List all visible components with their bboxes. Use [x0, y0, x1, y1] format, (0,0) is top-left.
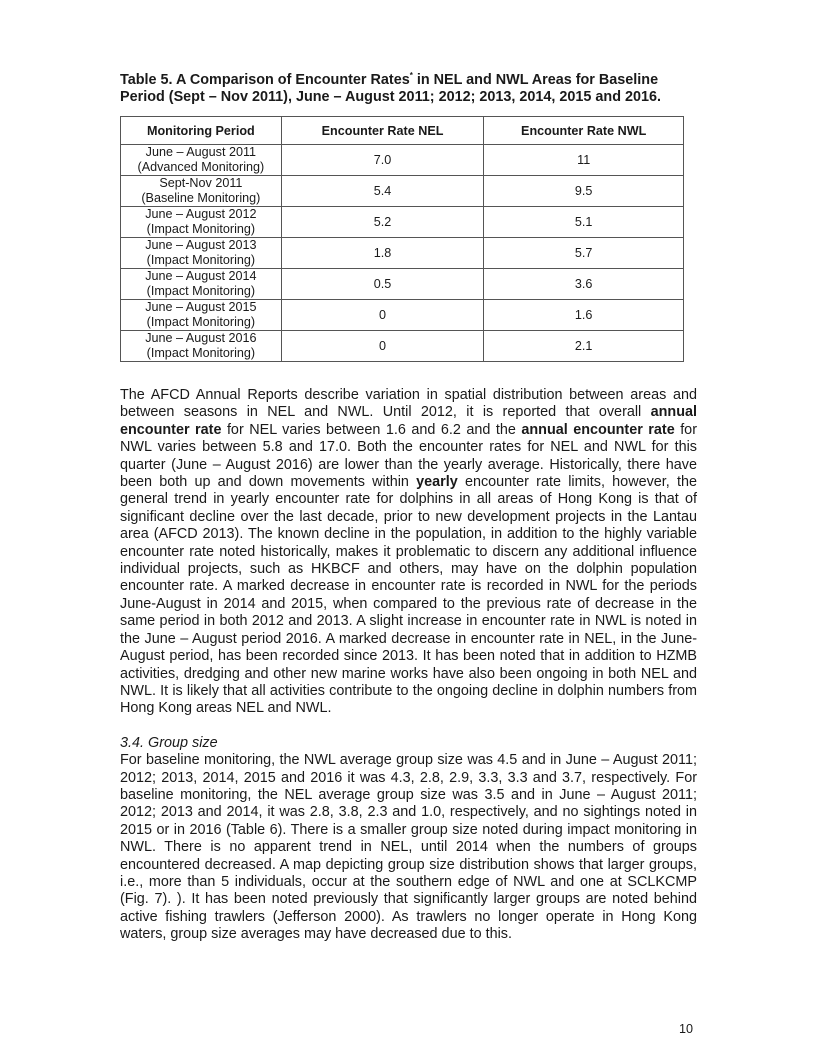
period-label: June – August 2013: [145, 238, 257, 252]
cell-encounter-rate-nel: 0: [281, 331, 484, 362]
paragraph-text: The AFCD Annual Reports describe variation in spatial distribution between areas and between seasons in NEL and NWL. Until 2012, it is reported that overall: [120, 387, 697, 421]
period-label: Sept-Nov 2011: [159, 176, 243, 190]
cell-encounter-rate-nwl: 1.6: [484, 300, 684, 331]
group-size-paragraph: For baseline monitoring, the NWL average group size was 4.5 and in June – August 2011; 2012; 2013, 2014, 2015 and 2016 it was 4.3, 2.8, 2.9, 3.3, 3.3 and 3.7, respectively. For baseline monitoring, the NEL average group size was 3.5 and in June – August 2011; 2012; 2013 and 2014, it was 2.8, 3.8, 2.3 and 1.0, respectively, and no sightings noted in 2015 or in 2016 (Table 6). There is a smaller group size noted during impact monitoring in NWL. There is no apparent trend in NEL, until 2014 when the numbers of groups encountered decreased. A map depicting group size distribution shows that larger groups, i.e., more than 5 individuals, occur at the southern edge of NWL and one at SCLKCMP (Fig. 7). ). It has been noted previously that significantly larger groups are noted behind active fishing trawlers (Jefferson 2000). As trawlers no longer operate in Hong Kong waters, group size averages may have decreased due to this.: [120, 752, 697, 943]
cell-encounter-rate-nel: 7.0: [281, 145, 484, 176]
period-label: June – August 2011: [145, 145, 257, 159]
cell-encounter-rate-nel: 1.8: [281, 238, 484, 269]
monitoring-type-label: (Impact Monitoring): [146, 315, 256, 329]
encounter-rate-discussion: [120, 387, 697, 718]
encounter-rate-table: [120, 116, 684, 362]
paragraph-text: for NWL varies between 5.8 and 17.0. Both the encounter rates for NEL and NWL for this quarter (June – August 2016) are lower than the yearly average. Historically, there have been both up and down movements within: [120, 421, 697, 491]
monitoring-type-label: (Impact Monitoring): [146, 284, 256, 298]
paragraph-text: for NEL varies between 1.6 and 6.2 and the: [221, 421, 522, 438]
table-row: [121, 331, 684, 362]
bold-term: yearly: [416, 474, 458, 491]
cell-monitoring-period: [121, 238, 282, 269]
cell-encounter-rate-nwl: 9.5: [484, 176, 684, 207]
caption-footnote-marker: *: [409, 71, 413, 81]
cell-encounter-rate-nwl: 3.6: [484, 269, 684, 300]
caption-text: Table 5. A Comparison of Encounter Rates: [120, 72, 410, 88]
cell-monitoring-period: [121, 145, 282, 176]
table-row: [121, 269, 684, 300]
cell-encounter-rate-nel: 0.5: [281, 269, 484, 300]
header-encounter-rate-nel: Encounter Rate NEL: [281, 117, 484, 145]
table-row: [121, 176, 684, 207]
table-row: [121, 207, 684, 238]
table-body: [121, 145, 684, 362]
bold-term: annual encounter rate: [120, 404, 697, 438]
table-row: [121, 300, 684, 331]
period-label: June – August 2015: [145, 300, 257, 314]
document-page: [120, 72, 697, 944]
cell-encounter-rate-nel: 0: [281, 300, 484, 331]
period-label: June – August 2012: [145, 207, 257, 221]
header-encounter-rate-nwl: Encounter Rate NWL: [484, 117, 684, 145]
cell-encounter-rate-nwl: 2.1: [484, 331, 684, 362]
page-number: 10: [679, 1022, 694, 1036]
cell-encounter-rate-nwl: 11: [484, 145, 684, 176]
monitoring-type-label: (Impact Monitoring): [146, 253, 256, 267]
cell-encounter-rate-nel: 5.4: [281, 176, 484, 207]
header-monitoring-period: Monitoring Period: [121, 117, 282, 145]
caption-text-continued: in NEL and NWL Areas for Baseline Period (Sept – Nov 2011), June – August 2011; 2012; 2013, 2014, 2015 and 2016.: [120, 72, 661, 105]
monitoring-type-label: (Baseline Monitoring): [141, 191, 261, 205]
table-header-row: [121, 117, 684, 145]
period-label: June – August 2014: [145, 269, 257, 283]
monitoring-type-label: (Impact Monitoring): [146, 346, 256, 360]
section-heading: 3.4. Group size: [120, 734, 218, 751]
cell-monitoring-period: [121, 300, 282, 331]
cell-monitoring-period: [121, 269, 282, 300]
cell-encounter-rate-nwl: 5.1: [484, 207, 684, 238]
cell-monitoring-period: [121, 207, 282, 238]
cell-encounter-rate-nwl: 5.7: [484, 238, 684, 269]
period-label: June – August 2016: [145, 331, 257, 345]
cell-monitoring-period: [121, 176, 282, 207]
monitoring-type-label: (Impact Monitoring): [146, 222, 256, 236]
table-caption: [120, 72, 697, 106]
cell-monitoring-period: [121, 331, 282, 362]
paragraph-text: encounter rate limits, however, the general trend in yearly encounter rate for dolphins in all areas of Hong Kong is that of significant decline over the last decade, prior to new development projects in the Lantau area (AFCD 2013). The known decline in the population, in addition to the highly variable encounter rate noted historically, makes it problematic to discern any additional influence individual projects, such as HKBCF and others, may have on the dolphin population encounter rate. A marked decrease in encounter rate is recorded in NWL for the periods June-August in 2014 and 2015, when compared to the previous rate of decrease in the same period in both 2012 and 2013. A slight increase in encounter rate in NWL is noted in the June – August period 2016. A marked decrease in encounter rate in NEL, in the June-August period, has been recorded since 2013. It has been noted that in addition to HZMB activities, dredging and other new marine works have also been ongoing in both NEL and NWL. It is likely that all activities contribute to the ongoing decline in dolphin numbers from Hong Kong areas NEL and NWL.: [120, 474, 697, 717]
table-row: [121, 145, 684, 176]
cell-encounter-rate-nel: 5.2: [281, 207, 484, 238]
bold-term: annual encounter rate: [521, 421, 675, 438]
table-row: [121, 238, 684, 269]
monitoring-type-label: (Advanced Monitoring): [137, 160, 265, 174]
